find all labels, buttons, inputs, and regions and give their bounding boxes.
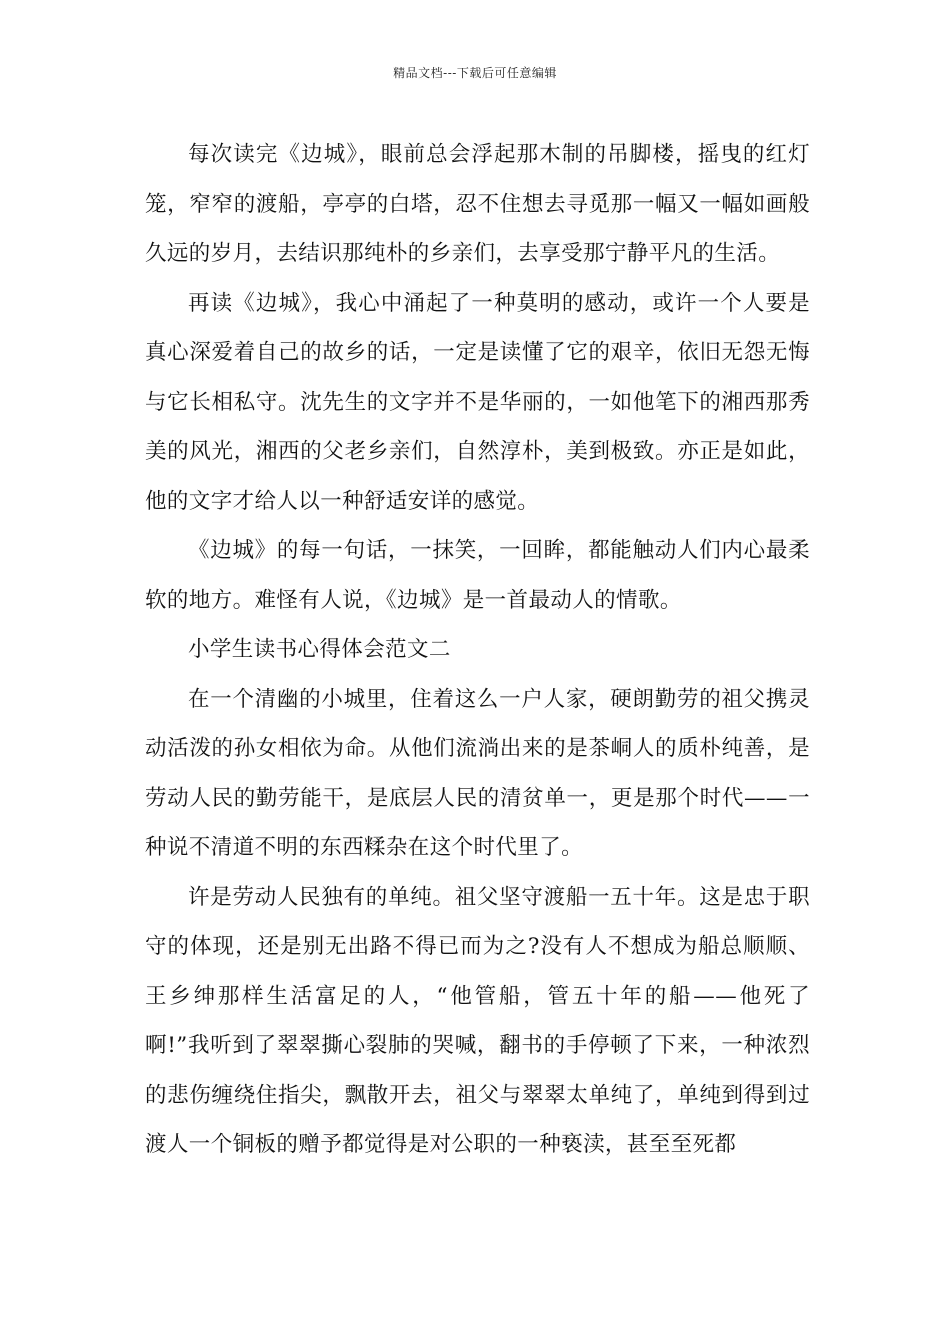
paragraph: 《边城》的每一句话，一抹笑，一回眸，都能触动人们内心最柔软的地方。难怪有人说，《边城》是一首最动人的情歌。 (145, 538, 810, 613)
paragraph: 在一个清幽的小城里，住着这么一户人家，硬朗勤劳的祖父携灵动活泼的孙女相依为命。从他们流淌出来的是茶峒人的质朴纯善，是劳动人民的勤劳能干，是底层人民的清贫单一，更是那个时代——一种说不清道不明的东西糅杂在这个时代里了。 (145, 686, 810, 860)
paragraph: 许是劳动人民独有的单纯。祖父坚守渡船一五十年。这是忠于职守的体现，还是别无出路不得已而为之?没有人不想成为船总顺顺、王乡绅那样生活富足的人，“他管船，管五十年的船——他死了啊!”我听到了翠翠撕心裂肺的哭喊，翻书的手停顿了下来，一种浓烈的悲伤缠绕住指尖，飘散开去，祖父与翠翠太单纯了，单纯到得到过渡人一个铜板的赠予都觉得是对公职的一种亵渎，甚至至死都 (145, 884, 810, 1157)
page-header: 精品文档---下载后可任意编辑 (393, 66, 557, 80)
paragraph: 每次读完《边城》，眼前总会浮起那木制的吊脚楼，摇曳的红灯笼，窄窄的渡船，亭亭的白塔，忍不住想去寻觅那一幅又一幅如画般久远的岁月，去结识那纯朴的乡亲们，去享受那宁静平凡的生活。 (145, 142, 810, 266)
paragraph: 再读《边城》，我心中涌起了一种莫明的感动，或许一个人要是真心深爱着自己的故乡的话，一定是读懂了它的艰辛，依旧无怨无悔与它长相私守。沈先生的文字并不是华丽的，一如他笔下的湘西那秀美的风光，湘西的父老乡亲们，自然淳朴，美到极致。亦正是如此，他的文字才给人以一种舒适安详的感觉。 (145, 290, 810, 514)
section-heading: 小学生读书心得体会范文二 (188, 637, 451, 662)
document-body (145, 130, 810, 1170)
